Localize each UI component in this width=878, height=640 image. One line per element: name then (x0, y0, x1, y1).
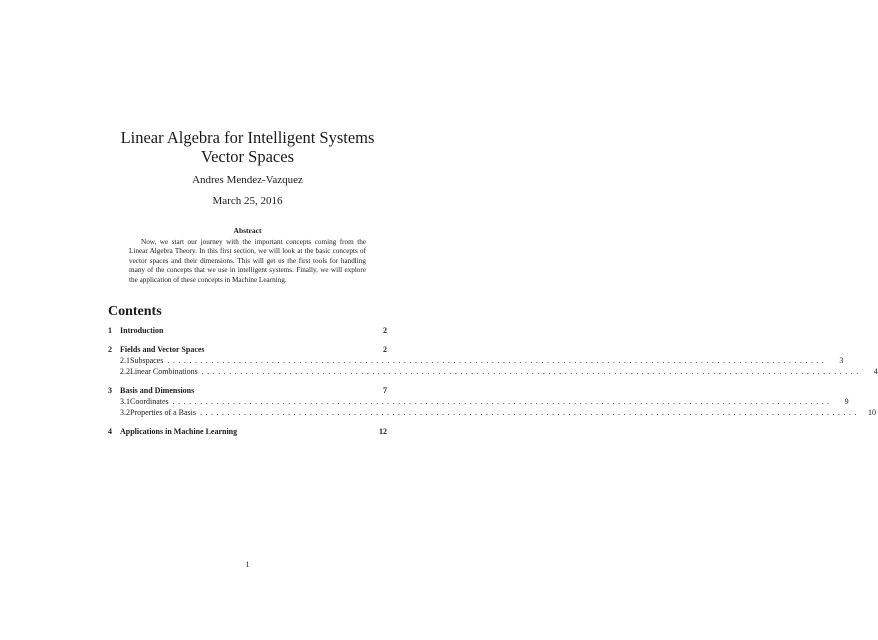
toc-entry-page: 7 (383, 386, 387, 395)
abstract-text: Now, we start our journey with the important concepts coming from the Linear Algebra Theory. In this first section, we will look at the basic concepts of vector spaces and their dimensions. This will get us the first tools for handling many of the concepts that we use in intelligent systems. Finally, we will explore the application of these concepts in Machine Learning. (129, 238, 366, 284)
toc-entry-title: Subspaces (130, 356, 164, 365)
title-line-1: Linear Algebra for Intelligent Systems (120, 128, 375, 147)
toc-entry-page: 2 (383, 326, 387, 335)
toc-section-entry[interactable] (108, 426, 387, 437)
toc-entry-title: Coordinates (130, 397, 169, 406)
document-date: March 25, 2016 (212, 195, 283, 207)
toc-entry-title: Linear Combinations (130, 367, 198, 376)
toc-subsection-entry[interactable] (108, 366, 878, 377)
toc-dot-leader: ........................................................................................................................ (167, 356, 828, 365)
toc-dot-leader: ........................................................................................................................ (201, 367, 862, 376)
toc-entry-title: Properties of a Basis (130, 408, 196, 417)
toc-entry-title: Basis and Dimensions (120, 386, 195, 395)
toc-entry-number: 3.1 (120, 397, 130, 406)
toc-section-entry[interactable] (108, 325, 387, 336)
toc-entry-title: Applications in Machine Learning (120, 427, 238, 436)
toc-subsection-entry[interactable] (108, 407, 876, 418)
toc-dot-leader: ........................................................................................................................ (200, 408, 860, 417)
toc-entry-page: 10 (868, 408, 876, 417)
title-line-2: Vector Spaces (200, 147, 294, 166)
toc-entry-title: Fields and Vector Spaces (120, 345, 205, 354)
toc-entry-page: 3 (839, 356, 844, 365)
toc-entry-page: 12 (379, 427, 387, 436)
toc-entry-number: 2 (108, 345, 112, 354)
toc-entry-number: 4 (108, 427, 112, 436)
toc-entry-number: 1 (108, 326, 112, 335)
toc-section-entry[interactable] (108, 385, 387, 396)
abstract-heading: Abstract (233, 226, 262, 235)
toc-section-entry[interactable] (108, 344, 387, 355)
table-of-contents (108, 322, 878, 437)
toc-subsection-entry[interactable] (108, 355, 844, 366)
toc-subsection-entry[interactable] (108, 396, 849, 407)
toc-entry-page: 2 (383, 345, 387, 354)
toc-entry-page: 9 (844, 397, 849, 406)
toc-entry-page: 4 (873, 367, 878, 376)
toc-dot-leader: ........................................................................................................................ (172, 397, 833, 406)
toc-entry-number: 3.2 (120, 408, 130, 417)
contents-heading: Contents (108, 304, 162, 319)
toc-entry-number: 2.2 (120, 367, 130, 376)
toc-entry-title: Introduction (120, 326, 164, 335)
toc-entry-number: 2.1 (120, 356, 130, 365)
author-name: Andres Mendez-Vazquez (192, 174, 303, 186)
document-title (0, 128, 495, 166)
toc-entry-number: 3 (108, 386, 112, 395)
page-number: 1 (245, 560, 250, 569)
